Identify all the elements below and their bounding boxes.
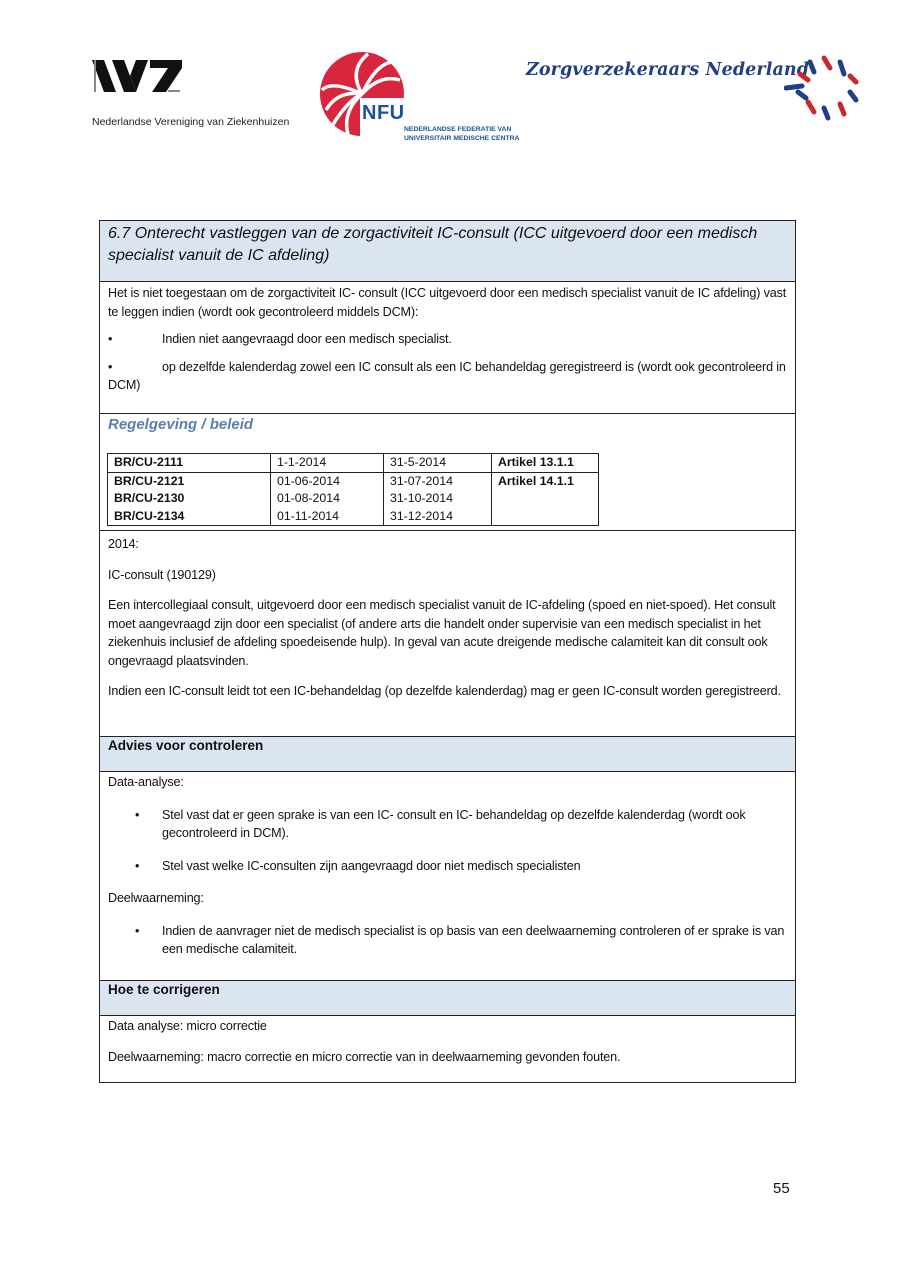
regelgeving-section [100,416,795,530]
corrigeren-header: Hoe te corrigeren [100,981,795,1016]
logo-header [0,0,900,150]
list-item: • Stel vast welke IC-consulten zijn aangevraagd door niet medisch specialisten [108,857,787,876]
regelgeving-title: Regelgeving / beleid [108,416,254,433]
corrigeren-section [100,1016,795,1082]
code-label: IC-consult (190129) [108,567,216,582]
start-date: 1-1-2014 [271,454,384,473]
list-item: • Stel vast dat er geen sprake is van een IC- consult en IC- behandeldag op dezelfde kalenderdag (wordt ook gecontroleerd in DCM). [108,806,787,843]
deelwaarneming-label: Deelwaarneming: [108,891,204,905]
details-section [100,530,795,737]
end-date: 31-12-2014 [390,508,453,523]
start-dates [271,472,384,526]
nfu-fullname-line-2: UNIVERSITAIR MEDISCHE CENTRA [404,134,520,142]
nfu-fullname [404,126,564,143]
end-date: 31-07-2014 [390,473,453,488]
bullet-marker: • [108,332,113,346]
details-paragraph-1: Een intercollegiaal consult, uitgevoerd door een medisch specialist vanuit de IC-afdeling (spoed en niet-spoed). Het consult moet aangevraagd zijn door een specialist (of andere arts die handelt onder supervisie van een medisch specialist in het ziekenhuis inclusief de afdeling spoedeisende hulp). In geval van acute dreigende medische calamiteit kan dit consult ook ongevraagd plaatsvinden. [108,598,776,668]
rule-code: BR/CU-2111 [108,454,271,473]
control-rule-table [99,220,796,1083]
data-analyse-list [108,806,787,876]
start-date: 01-06-2014 [277,473,340,488]
correction-line-1: Data analyse: micro correctie [108,1019,267,1033]
article: Artikel 13.1.1 [492,454,599,473]
article: Artikel 14.1.1 [492,472,599,526]
nfu-text [362,102,520,142]
end-dates [384,472,492,526]
deelwaarneming-list [108,922,787,959]
nvz-subtitle: Nederlandse Vereniging van Ziekenhuizen [92,116,290,128]
rule-codes [108,472,271,526]
advies-header: Advies voor controleren [100,737,795,772]
rule-code: BR/CU-2121 [114,473,185,488]
advies-section [100,772,795,981]
bullet-marker: • [108,359,113,374]
nvz-logo [92,58,312,128]
rule-code: BR/CU-2134 [114,508,185,523]
end-date: 31-10-2014 [390,491,453,505]
page-number: 55 [773,1180,790,1197]
section-intro [100,282,795,414]
rule-code: BR/CU-2130 [114,491,185,505]
nfu-fullname-line-1: NEDERLANDSE FEDERATIE VAN [404,126,512,133]
year-label: 2014: [108,537,139,551]
data-analyse-label: Data-analyse: [108,775,184,789]
bullet-text: op dezelfde kalenderdag zowel een IC consult als een IC behandeldag geregistreerd is (wordt ook gecontroleerd in DCM) [108,359,786,392]
nfu-abbreviation: NFU [362,102,405,124]
bullet-text: Indien niet aangevraagd door een medisch specialist. [162,332,452,346]
list-item: • Indien de aanvrager niet de medisch specialist is op basis van een deelwaarneming controleren of er sprake is van een medische calamiteit. [108,922,787,959]
zn-logo [526,60,809,80]
section-title: 6.7 Onterecht vastleggen van de zorgactiviteit IC-consult (ICC uitgevoerd door een medisch specialist vanuit de IC afdeling) [100,221,795,282]
nfu-logo [318,50,518,140]
start-date: 01-08-2014 [277,491,340,505]
intro-bullet [108,330,787,349]
details-paragraph-2: Indien een IC-consult leidt tot een IC-behandeldag (op dezelfde kalenderdag) mag er geen IC-consult worden geregistreerd. [108,684,781,698]
intro-bullet [108,358,787,395]
table-row [108,454,599,473]
zn-wordmark: Zorgverzekeraars Nederland [526,60,810,80]
intro-text: Het is niet toegestaan om de zorgactiviteit IC- consult (ICC uitgevoerd door een medisch specialist vanuit de IC afdeling) vast te leggen indien (wordt ook gecontroleerd middels DCM): [108,286,787,319]
business-rules-table [107,453,599,526]
correction-line-2: Deelwaarneming: macro correctie en micro correctie van in deelwaarneming gevonden fouten. [108,1049,621,1064]
table-row [108,472,599,526]
end-date: 31-5-2014 [384,454,492,473]
nvz-logo-mark-icon [92,58,184,94]
start-date: 01-11-2014 [277,508,339,523]
zn-figures-ring-icon [784,52,864,122]
